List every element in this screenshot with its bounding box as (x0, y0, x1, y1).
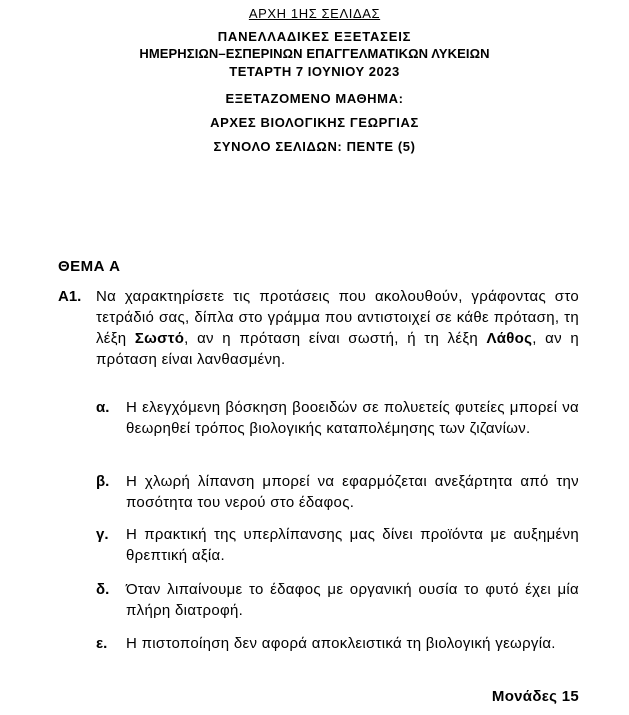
statement-letter: ε. (96, 635, 108, 652)
marks-label: Μονάδες 15 (491, 688, 579, 705)
statement-text: Η χλωρή λίπανση μπορεί να εφαρμόζεται ανεξάρτητα από την ποσότητα του νερού στο έδαφος. (126, 473, 579, 511)
question-text-part: , αν η πρόταση είναι σωστή, ή τη λέξη (184, 330, 487, 347)
statement-text: Η πιστοποίηση δεν αφορά αποκλειστικά τη βιολογική γεωργία. (126, 635, 556, 652)
subject-name: ΑΡΧΕΣ ΒΙΟΛΟΓΙΚΗΣ ΓΕΩΡΓΙΑΣ (210, 115, 419, 130)
exam-title: ΠΑΝΕΛΛΑΔΙΚΕΣ ΕΞΕΤΑΣΕΙΣ (217, 29, 412, 44)
statement-letter: δ. (96, 581, 110, 598)
statement-letter: α. (96, 399, 110, 416)
question-number: Α1. (58, 288, 82, 305)
question-text (96, 286, 579, 370)
exam-subtitle: ΗΜΕΡΗΣΙΩΝ–ΕΣΠΕΡΙΝΩΝ ΕΠΑΓΓΕΛΜΑΤΙΚΩΝ ΛΥΚΕΙΩΝ (139, 46, 490, 61)
statement-letter: γ. (96, 526, 109, 543)
statement-text: Η πρακτική της υπερλίπανσης μας δίνει προϊόντα με αυξημένη θρεπτική αξία. (126, 526, 579, 564)
question-text-part: , αν η πρόταση είναι λανθασμένη. (96, 330, 579, 368)
statement-letter: β. (96, 473, 110, 490)
page-header-label: ΑΡΧΗ 1ΗΣ ΣΕΛΙΔΑΣ (248, 6, 381, 21)
section-title: ΘΕΜΑ Α (58, 258, 121, 275)
correct-word: Σωστό (134, 330, 185, 347)
statement-text: Όταν λιπαίνουμε το έδαφος με οργανική ουσία το φυτό έχει μία πλήρη διατροφή. (126, 581, 579, 619)
subject-label: ΕΞΕΤΑΖΟΜΕΝΟ ΜΑΘΗΜΑ: (225, 91, 404, 106)
pages-total: ΣΥΝΟΛΟ ΣΕΛΙΔΩΝ: ΠΕΝΤΕ (5) (213, 139, 416, 154)
wrong-word: Λάθος (486, 330, 533, 347)
question-text-part: Να χαρακτηρίσετε τις προτάσεις που ακολουθούν, γράφοντας στο τετράδιό σας, δίπλα στο γράμμα που αντιστοιχεί σε κάθε πρόταση, τη λέξη (96, 288, 579, 347)
exam-date: ΤΕΤΑΡΤΗ 7 ΙΟΥΝΙΟΥ 2023 (229, 64, 400, 79)
statement-text: Η ελεγχόμενη βόσκηση βοοειδών σε πολυετείς φυτείες μπορεί να θεωρηθεί τρόπος βιολογικής καταπολέμησης των ζιζανίων. (126, 399, 579, 437)
